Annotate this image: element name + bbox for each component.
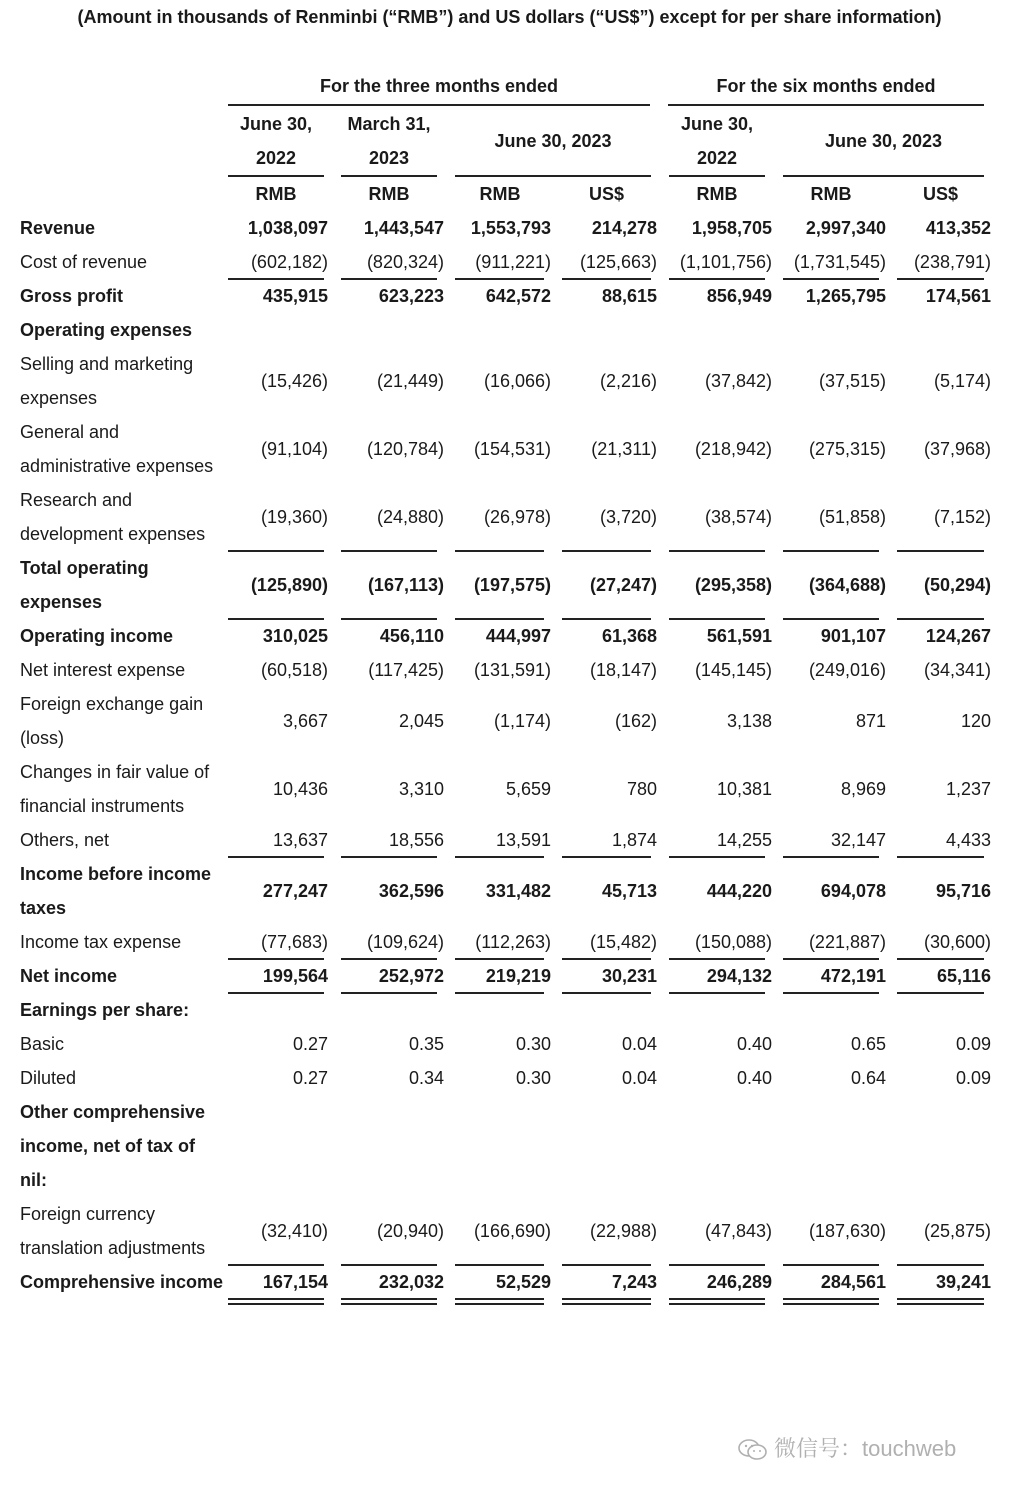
underline <box>341 958 437 960</box>
underline <box>341 550 437 552</box>
cell-value: (125,663) <box>579 252 657 272</box>
row-label: Comprehensive income <box>20 1272 224 1292</box>
cell-value: 1,874 <box>611 830 657 850</box>
cell-value: (1,174) <box>493 711 551 731</box>
cell-value: (2,216) <box>599 371 657 391</box>
underline <box>455 278 544 280</box>
cell-value <box>657 1095 772 1197</box>
cell-value: (25,875) <box>923 1221 991 1241</box>
cell-value <box>886 313 991 347</box>
cell-value: 1,553,793 <box>470 218 551 238</box>
cell-value: (15,426) <box>260 371 328 391</box>
currency-header-col2: RMB <box>368 184 410 204</box>
underline <box>669 992 765 994</box>
cell-value: 0.09 <box>955 1034 991 1054</box>
cell-value: (295,358) <box>694 575 772 595</box>
cell-value: 124,267 <box>925 626 991 646</box>
cell-value: 413,352 <box>925 218 991 238</box>
row-label: Basic <box>20 1034 65 1054</box>
cell-value: 1,237 <box>945 779 991 799</box>
row-label: Income before income taxes <box>20 864 212 918</box>
row-label: Changes in fair value of financial instruments <box>20 762 210 816</box>
underline <box>562 958 651 960</box>
row-label: Net income <box>20 966 118 986</box>
income-statement-table <box>20 211 991 1299</box>
cell-value <box>328 1095 444 1197</box>
currency-header-col5: RMB <box>696 184 738 204</box>
underline <box>455 958 544 960</box>
cell-value: 199,564 <box>262 966 328 986</box>
cell-value: (112,263) <box>475 932 551 952</box>
table-row <box>20 1265 991 1299</box>
cell-value: 284,561 <box>820 1272 886 1292</box>
row-label: Earnings per share: <box>20 1000 190 1020</box>
table-row <box>20 1095 991 1197</box>
underline <box>669 1264 765 1266</box>
row-label: General and administrative expenses <box>20 422 214 476</box>
cell-value: (37,842) <box>704 371 772 391</box>
period-header-col2: March 31, 2023 <box>347 114 431 168</box>
period-header-col6-7: June 30, 2023 <box>824 131 943 151</box>
period-header-col5: June 30, 2022 <box>680 114 754 168</box>
cell-value: (145,145) <box>694 660 772 680</box>
row-label: Total operating expenses <box>20 558 149 612</box>
cell-value: 0.04 <box>621 1034 657 1054</box>
underline <box>341 1264 437 1266</box>
underline <box>669 278 765 280</box>
row-label: Research and development expenses <box>20 490 206 544</box>
currency-header-col7: US$ <box>922 184 958 204</box>
cell-value: 642,572 <box>485 286 551 306</box>
cell-value: (364,688) <box>808 575 886 595</box>
cell-value: (125,890) <box>250 575 328 595</box>
currency-header-col6: RMB <box>810 184 852 204</box>
cell-value: 7,243 <box>611 1272 657 1292</box>
cell-value: 310,025 <box>262 626 328 646</box>
cell-value: 0.27 <box>292 1034 328 1054</box>
group-header-six-months: For the six months ended <box>716 76 936 96</box>
cell-value: (221,887) <box>808 932 886 952</box>
cell-value: 0.09 <box>955 1068 991 1088</box>
cell-value <box>225 993 328 1027</box>
underline <box>783 1264 879 1266</box>
cell-value: (5,174) <box>933 371 991 391</box>
underline <box>228 856 324 858</box>
cell-value: (820,324) <box>366 252 444 272</box>
cell-value <box>444 313 551 347</box>
cell-value <box>225 1095 328 1197</box>
cell-value: (91,104) <box>260 439 328 459</box>
underline <box>783 856 879 858</box>
cell-value: 0.65 <box>850 1034 886 1054</box>
double-underline <box>341 1298 437 1305</box>
cell-value: (21,311) <box>591 439 657 459</box>
underline <box>783 550 879 552</box>
cell-value: 0.40 <box>736 1034 772 1054</box>
row-label: Gross profit <box>20 286 124 306</box>
underline <box>228 618 324 620</box>
cell-value: (197,575) <box>473 575 551 595</box>
cell-value: 1,958,705 <box>691 218 772 238</box>
cell-value: 65,116 <box>936 966 991 986</box>
table-row <box>20 279 991 313</box>
cell-value: 780 <box>626 779 657 799</box>
underline <box>783 618 879 620</box>
cell-value: 0.30 <box>515 1034 551 1054</box>
cell-value: (166,690) <box>473 1221 551 1241</box>
underline <box>669 618 765 620</box>
cell-value: 1,443,547 <box>363 218 444 238</box>
cell-value <box>772 993 886 1027</box>
cell-value: (275,315) <box>808 439 886 459</box>
underline <box>341 618 437 620</box>
cell-value: (1,731,545) <box>793 252 886 272</box>
cell-value <box>772 1095 886 1197</box>
cell-value: 294,132 <box>706 966 772 986</box>
cell-value: (50,294) <box>923 575 991 595</box>
underline <box>341 856 437 858</box>
cell-value: (21,449) <box>376 371 444 391</box>
underline <box>897 856 984 858</box>
table-row <box>20 245 991 279</box>
cell-value: 0.30 <box>515 1068 551 1088</box>
cell-value <box>328 993 444 1027</box>
cell-value <box>772 313 886 347</box>
underline <box>897 992 984 994</box>
cell-value: 39,241 <box>935 1272 991 1292</box>
table-row <box>20 823 991 857</box>
cell-value: 435,915 <box>262 286 328 306</box>
cell-value: 362,596 <box>378 881 444 901</box>
currency-header-col4: US$ <box>588 184 624 204</box>
cell-value <box>225 313 328 347</box>
cell-value: (238,791) <box>913 252 991 272</box>
underline <box>897 618 984 620</box>
cell-value: 120 <box>960 711 991 731</box>
underline <box>783 958 879 960</box>
cell-value: 456,110 <box>379 626 444 646</box>
cell-value: 0.40 <box>736 1068 772 1088</box>
cell-value: (7,152) <box>933 507 991 527</box>
cell-value <box>444 1095 551 1197</box>
underline <box>562 1264 651 1266</box>
table-row <box>20 619 991 653</box>
underline <box>897 550 984 552</box>
cell-value: 0.27 <box>292 1068 328 1088</box>
cell-value <box>444 993 551 1027</box>
period-header-col1: June 30, 2022 <box>239 114 313 168</box>
cell-value: (187,630) <box>808 1221 886 1241</box>
cell-value: (38,574) <box>704 507 772 527</box>
table-row <box>20 755 991 823</box>
table-row <box>20 687 991 755</box>
double-underline <box>228 1298 324 1305</box>
cell-value: (37,515) <box>818 371 886 391</box>
cell-value: 13,591 <box>495 830 551 850</box>
table-row <box>20 1197 991 1265</box>
row-label: Selling and marketing expenses <box>20 354 194 408</box>
underline <box>562 992 651 994</box>
underline <box>228 958 324 960</box>
row-label: Others, net <box>20 830 110 850</box>
cell-value: 3,667 <box>282 711 328 731</box>
row-label: Foreign exchange gain (loss) <box>20 694 204 748</box>
underline <box>783 278 879 280</box>
underline <box>228 278 324 280</box>
cell-value: 214,278 <box>591 218 657 238</box>
cell-value: 871 <box>855 711 886 731</box>
table-row <box>20 1027 991 1061</box>
group-header-three-months: For the three months ended <box>319 76 559 96</box>
cell-value: (249,016) <box>808 660 886 680</box>
cell-value: 4,433 <box>945 830 991 850</box>
cell-value: 2,997,340 <box>805 218 886 238</box>
cell-value: 277,247 <box>262 881 328 901</box>
cell-value: 52,529 <box>495 1272 551 1292</box>
cell-value: (162) <box>614 711 657 731</box>
cell-value: (1,101,756) <box>679 252 772 272</box>
cell-value: (51,858) <box>818 507 886 527</box>
underline <box>562 618 651 620</box>
underline <box>562 550 651 552</box>
cell-value: 0.64 <box>850 1068 886 1088</box>
underline <box>455 550 544 552</box>
cell-value: (602,182) <box>250 252 328 272</box>
group-underline-three-months <box>228 104 650 106</box>
table-caption: (Amount in thousands of Renminbi (“RMB”) and US dollars (“US$”) except for per share information) <box>77 7 942 27</box>
cell-value: 10,381 <box>716 779 772 799</box>
table-row <box>20 211 991 245</box>
table-row <box>20 347 991 415</box>
watermark <box>738 1432 956 1463</box>
cell-value: (32,410) <box>260 1221 328 1241</box>
cell-value: 61,368 <box>601 626 657 646</box>
cell-value: 0.35 <box>408 1034 444 1054</box>
table-row <box>20 925 991 959</box>
table-row <box>20 993 991 1027</box>
cell-value: 30,231 <box>601 966 657 986</box>
cell-value <box>886 1095 991 1197</box>
underline <box>455 618 544 620</box>
cell-value: 219,219 <box>485 966 551 986</box>
cell-value: 13,637 <box>272 830 328 850</box>
double-underline <box>455 1298 544 1305</box>
cell-value: 472,191 <box>820 966 886 986</box>
cell-value <box>657 313 772 347</box>
cell-value: (117,425) <box>368 660 444 680</box>
cell-value: 0.04 <box>621 1068 657 1088</box>
underline <box>341 278 437 280</box>
cell-value: 174,561 <box>925 286 991 306</box>
row-label: Operating income <box>20 626 174 646</box>
cell-value: 0.34 <box>408 1068 444 1088</box>
underline <box>897 1264 984 1266</box>
cell-value: 561,591 <box>706 626 772 646</box>
cell-value: 10,436 <box>272 779 328 799</box>
cell-value: 331,482 <box>485 881 551 901</box>
cell-value <box>551 1095 657 1197</box>
double-underline <box>783 1298 879 1305</box>
cell-value: (131,591) <box>473 660 551 680</box>
underline <box>228 550 324 552</box>
underline <box>897 958 984 960</box>
double-underline <box>669 1298 765 1305</box>
cell-value: 246,289 <box>706 1272 772 1292</box>
cell-value: 45,713 <box>601 881 657 901</box>
underline <box>341 992 437 994</box>
row-label: Net interest expense <box>20 660 186 680</box>
cell-value: 3,310 <box>398 779 444 799</box>
cell-value: 32,147 <box>830 830 886 850</box>
cell-value: 14,255 <box>716 830 772 850</box>
row-label: Cost of revenue <box>20 252 148 272</box>
double-underline <box>562 1298 651 1305</box>
period-header-col3-4: June 30, 2023 <box>494 131 612 151</box>
cell-value: (120,784) <box>366 439 444 459</box>
cell-value: (15,482) <box>589 932 657 952</box>
cell-value: (911,221) <box>475 252 551 272</box>
cell-value: (60,518) <box>260 660 328 680</box>
cell-value: (47,843) <box>704 1221 772 1241</box>
row-label: Diluted <box>20 1068 77 1088</box>
cell-value <box>886 993 991 1027</box>
cell-value: 2,045 <box>398 711 444 731</box>
wechat-icon <box>738 1438 768 1462</box>
cell-value: (150,088) <box>694 932 772 952</box>
cell-value <box>328 313 444 347</box>
table-row <box>20 653 991 687</box>
underline <box>562 278 651 280</box>
table-row <box>20 415 991 483</box>
cell-value: 3,138 <box>726 711 772 731</box>
underline <box>228 992 324 994</box>
underline <box>897 278 984 280</box>
cell-value: (77,683) <box>260 932 328 952</box>
cell-value: (154,531) <box>473 439 551 459</box>
cell-value: 232,032 <box>378 1272 444 1292</box>
watermark-text: 微信号：touchweb <box>774 1436 957 1461</box>
cell-value: 95,716 <box>935 881 991 901</box>
row-label: Income tax expense <box>20 932 182 952</box>
row-label: Operating expenses <box>20 320 193 340</box>
cell-value: (19,360) <box>260 507 328 527</box>
row-label: Other comprehensive income, net of tax of nil: <box>20 1102 206 1190</box>
table-row <box>20 551 991 619</box>
cell-value: 167,154 <box>262 1272 328 1292</box>
cell-value: 444,220 <box>706 881 772 901</box>
cell-value: (26,978) <box>483 507 551 527</box>
cell-value: 901,107 <box>820 626 886 646</box>
currency-header-col3: RMB <box>479 184 521 204</box>
underline <box>562 856 651 858</box>
cell-value: (34,341) <box>923 660 991 680</box>
currency-header-col1: RMB <box>255 184 297 204</box>
cell-value: 252,972 <box>378 966 444 986</box>
cell-value: 623,223 <box>378 286 444 306</box>
cell-value: (3,720) <box>599 507 657 527</box>
underline <box>669 856 765 858</box>
cell-value: (109,624) <box>366 932 444 952</box>
cell-value: (30,600) <box>923 932 991 952</box>
cell-value <box>551 313 657 347</box>
cell-value: (37,968) <box>923 439 991 459</box>
row-label: Revenue <box>20 218 96 238</box>
cell-value: (218,942) <box>694 439 772 459</box>
cell-value: (18,147) <box>589 660 657 680</box>
row-label: Foreign currency translation adjustments <box>20 1204 206 1258</box>
table-row <box>20 483 991 551</box>
cell-value: 694,078 <box>820 881 886 901</box>
cell-value <box>657 993 772 1027</box>
table-row <box>20 959 991 993</box>
cell-value: 1,038,097 <box>247 218 328 238</box>
cell-value: 444,997 <box>485 626 551 646</box>
underline <box>783 992 879 994</box>
underline <box>455 1264 544 1266</box>
cell-value: 856,949 <box>706 286 772 306</box>
table-row <box>20 313 991 347</box>
cell-value: (16,066) <box>483 371 551 391</box>
cell-value: 18,556 <box>388 830 444 850</box>
double-underline <box>897 1298 984 1305</box>
underline <box>669 550 765 552</box>
cell-value: (27,247) <box>589 575 657 595</box>
cell-value: (24,880) <box>376 507 444 527</box>
underline <box>228 1264 324 1266</box>
underline <box>669 958 765 960</box>
underline <box>455 856 544 858</box>
cell-value <box>551 993 657 1027</box>
cell-value: 88,615 <box>601 286 657 306</box>
underline <box>455 992 544 994</box>
table-row <box>20 1061 991 1095</box>
cell-value: 8,969 <box>840 779 886 799</box>
cell-value: 1,265,795 <box>805 286 886 306</box>
group-underline-six-months <box>668 104 984 106</box>
cell-value: (20,940) <box>376 1221 444 1241</box>
cell-value: (167,113) <box>367 575 444 595</box>
cell-value: 5,659 <box>505 779 551 799</box>
cell-value: (22,988) <box>589 1221 657 1241</box>
table-row <box>20 857 991 925</box>
